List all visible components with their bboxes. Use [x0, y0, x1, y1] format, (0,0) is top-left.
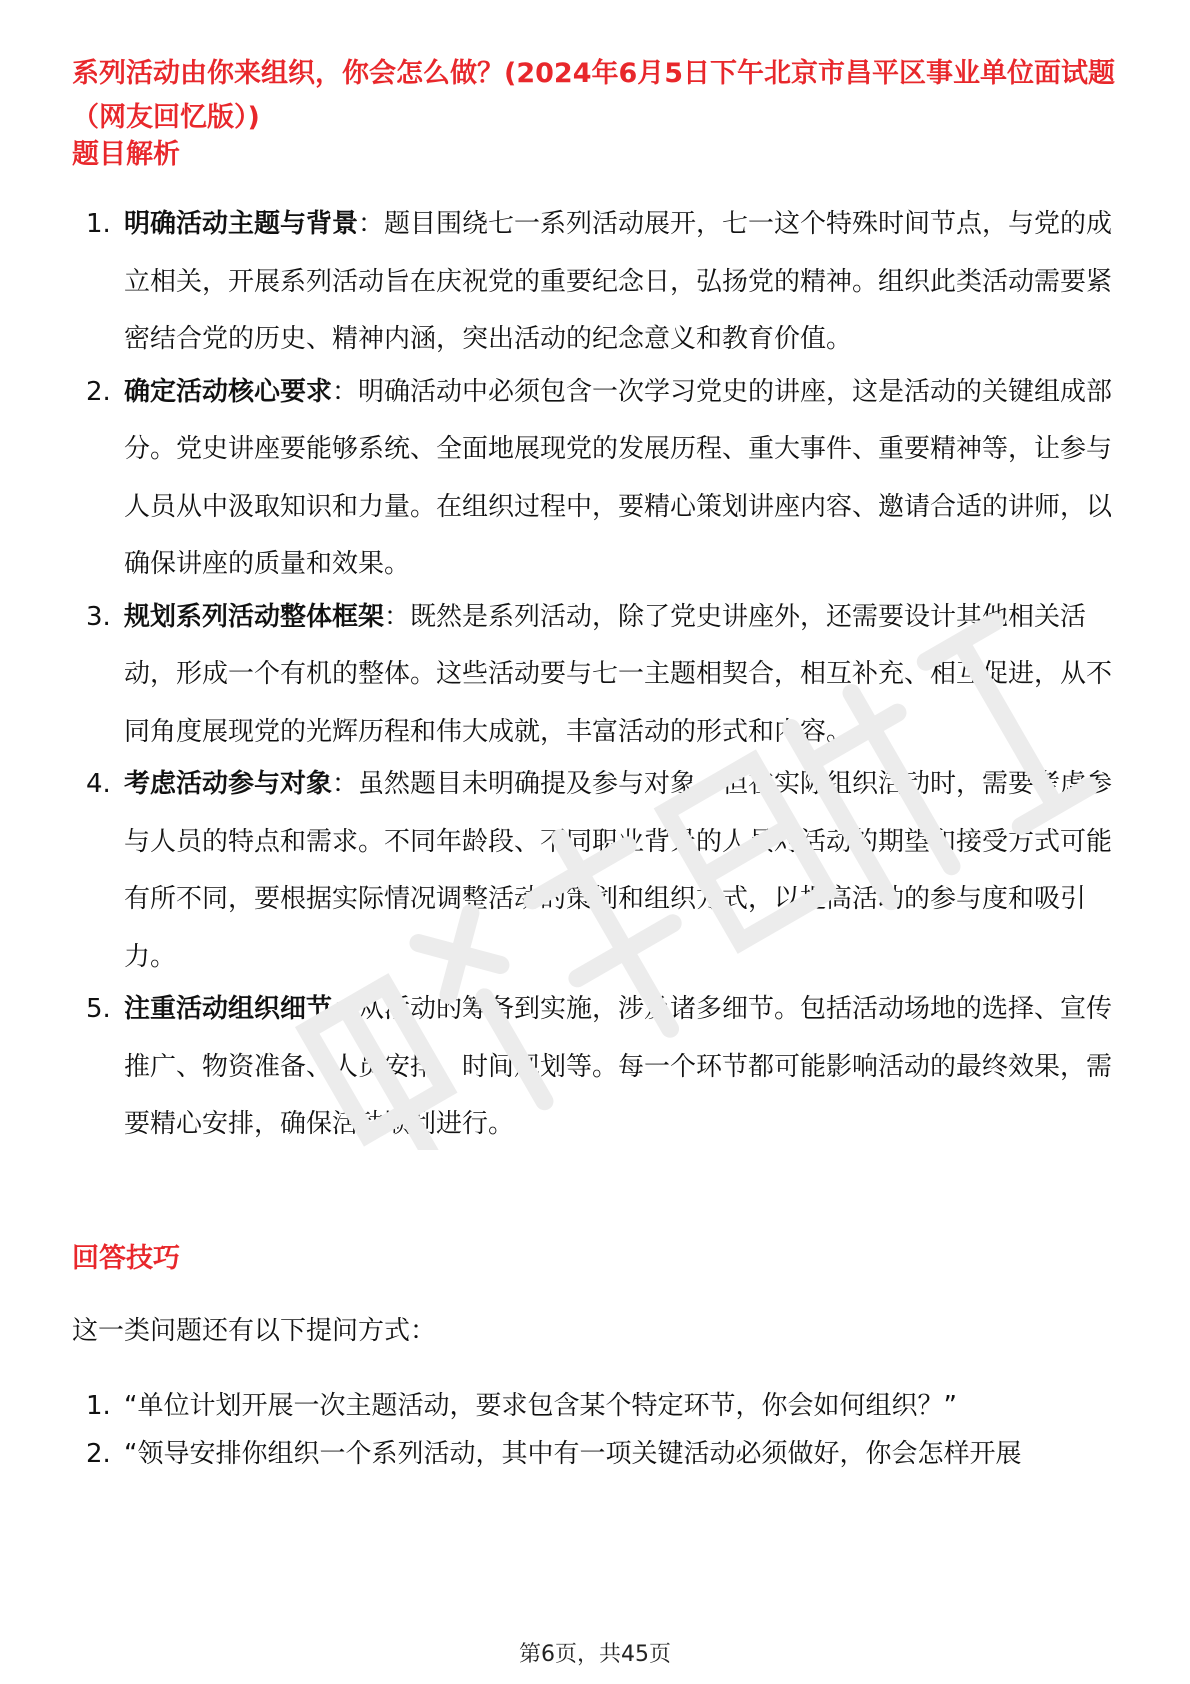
tips-list — [72, 1378, 1132, 1483]
analysis-item — [72, 196, 1132, 369]
item-text: ：明确活动中必须包含一次学习党史的讲座，这是活动的关键组成部分。党史讲座要能够系统、全面地展现党的发展历程、重大事件、重要精神等，让参与人员从中汲取知识和力量。在组织过程中，要精心策划讲座内容、邀请合适的讲师，以确保讲座的质量和效果。 — [124, 376, 1113, 579]
item-text: ：既然是系列活动，除了党史讲座外，还需要设计其他相关活动，形成一个有机的整体。这些活动要与七一主题相契合，相互补充、相互促进，从不同角度展现党的光辉历程和伟大成就，丰富活动的形式和内容。 — [124, 601, 1113, 747]
item-keyword: 注重活动组织细节 — [124, 994, 333, 1024]
analysis-heading: 题目解析 — [72, 139, 180, 170]
page-title: 系列活动由你来组织，你会怎么做？(2024年6月5日下午北京市昌平区事业单位面试题（网友回忆版）) — [72, 58, 1116, 133]
item-number: 3. — [86, 601, 111, 632]
item-number: 2. — [86, 376, 111, 407]
item-text: “单位计划开展一次主题活动，要求包含某个特定环节，你会如何组织？” — [124, 1391, 957, 1421]
item-text: ：题目围绕七一系列活动展开，七一这个特殊时间节点，与党的成立相关，开展系列活动旨在庆祝党的重要纪念日，弘扬党的精神。组织此类活动需要紧密结合党的历史、精神内涵，突出活动的纪念意义和教育价值。 — [124, 209, 1113, 354]
item-keyword: 规划系列活动整体框架 — [124, 601, 385, 632]
item-keyword: 明确活动主题与背景 — [124, 209, 359, 239]
analysis-item — [72, 364, 1132, 594]
item-text: ：虽然题目未明确提及参与对象，但在实际组织活动时，需要考虑参与人员的特点和需求。不同年龄段、不同职业背景的人员对活动的期望和接受方式可能有所不同，要根据实际情况调整活动的策划和组织方式，以提高活动的参与度和吸引力。 — [124, 769, 1113, 972]
item-text: “领导安排你组织一个系列活动，其中有一项关键活动必须做好，你会怎样开展 — [124, 1438, 1022, 1469]
item-number: 4. — [86, 769, 111, 799]
item-number: 2. — [86, 1438, 111, 1469]
analysis-item — [72, 756, 1132, 986]
item-number: 1. — [86, 1391, 111, 1421]
tips-intro: 这一类问题还有以下提问方式： — [72, 1316, 437, 1346]
tips-item — [72, 1426, 1132, 1484]
analysis-item — [72, 981, 1132, 1154]
item-keyword: 确定活动核心要求 — [124, 376, 333, 407]
item-number: 5. — [86, 994, 111, 1024]
item-keyword: 考虑活动参与对象 — [124, 769, 333, 799]
item-number: 1. — [86, 209, 111, 239]
analysis-list — [72, 196, 1132, 1154]
tips-heading: 回答技巧 — [72, 1243, 180, 1274]
analysis-item — [72, 589, 1132, 762]
item-text: ：从活动的筹备到实施，涉及诸多细节。包括活动场地的选择、宣传推广、物资准备、人员安排、时间规划等。每一个环节都可能影响活动的最终效果，需要精心安排，确保活动顺利进行。 — [124, 994, 1113, 1139]
page-footer: 第6页，共45页 — [519, 1642, 671, 1667]
